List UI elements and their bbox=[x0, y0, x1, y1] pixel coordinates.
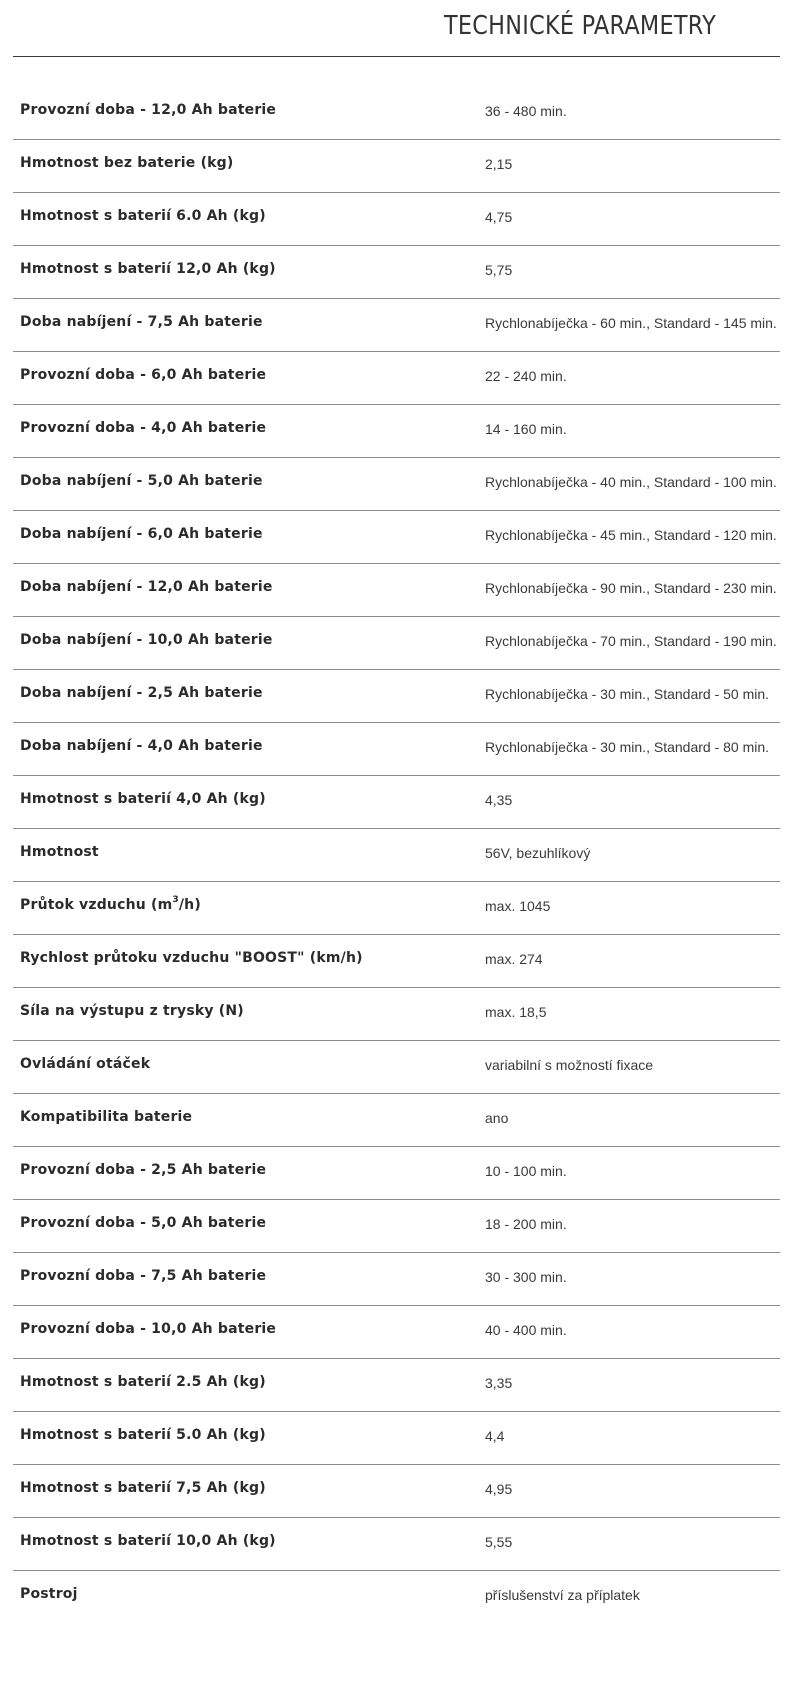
superscript-three: 3 bbox=[172, 895, 179, 906]
table-row bbox=[13, 1200, 780, 1253]
parameter-label: Hmotnost s baterií 5.0 Ah (kg) bbox=[20, 1427, 266, 1443]
table-row bbox=[13, 193, 780, 246]
parameter-label-suffix: /h) bbox=[178, 897, 201, 913]
parameter-value: 40 - 400 min. bbox=[485, 1322, 567, 1338]
parameter-label: Provozní doba - 12,0 Ah baterie bbox=[20, 102, 277, 118]
section-header bbox=[13, 0, 780, 57]
parameter-label: Doba nabíjení - 2,5 Ah baterie bbox=[20, 685, 263, 701]
parameter-value: 5,55 bbox=[485, 1534, 513, 1550]
parameter-value: příslušenství za příplatek bbox=[485, 1587, 640, 1603]
table-row bbox=[13, 829, 780, 882]
parameter-value: 14 - 160 min. bbox=[485, 421, 567, 437]
parameter-label: Ovládání otáček bbox=[20, 1056, 151, 1072]
table-row bbox=[13, 670, 780, 723]
table-row bbox=[13, 935, 780, 988]
parameter-label: Kompatibilita baterie bbox=[20, 1109, 193, 1125]
parameter-label: Hmotnost s baterií 6.0 Ah (kg) bbox=[20, 208, 266, 224]
parameter-label: Provozní doba - 5,0 Ah baterie bbox=[20, 1215, 267, 1231]
parameter-label: Provozní doba - 4,0 Ah baterie bbox=[20, 420, 267, 436]
table-row bbox=[13, 776, 780, 829]
parameter-value: Rychlonabíječka - 30 min., Standard - 80 min. bbox=[485, 739, 770, 755]
parameter-label: Provozní doba - 10,0 Ah baterie bbox=[20, 1321, 277, 1337]
parameter-label: Provozní doba - 2,5 Ah baterie bbox=[20, 1162, 267, 1178]
table-row bbox=[13, 511, 780, 564]
table-row bbox=[13, 1147, 780, 1200]
parameter-value: 4,95 bbox=[485, 1481, 513, 1497]
table-row bbox=[13, 723, 780, 776]
parameter-label: Hmotnost s baterií 2.5 Ah (kg) bbox=[20, 1374, 266, 1390]
table-row bbox=[13, 140, 780, 193]
parameter-label: Hmotnost s baterií 12,0 Ah (kg) bbox=[20, 261, 276, 277]
parameter-label: Rychlost průtoku vzduchu "BOOST" (km/h) bbox=[20, 950, 363, 966]
table-row bbox=[13, 1253, 780, 1306]
parameter-value: 30 - 300 min. bbox=[485, 1269, 567, 1285]
table-row bbox=[13, 1041, 780, 1094]
table-row bbox=[13, 1359, 780, 1412]
parameter-label: Postroj bbox=[20, 1586, 78, 1602]
parameter-value: ano bbox=[485, 1110, 509, 1126]
parameters-table bbox=[13, 87, 780, 1624]
parameter-value: Rychlonabíječka - 70 min., Standard - 190 min. bbox=[485, 633, 777, 649]
parameter-value: max. 274 bbox=[485, 951, 543, 967]
parameter-value: max. 18,5 bbox=[485, 1004, 547, 1020]
parameter-label: Hmotnost bez baterie (kg) bbox=[20, 155, 234, 171]
table-row bbox=[13, 1094, 780, 1147]
parameter-value: max. 1045 bbox=[485, 898, 551, 914]
parameter-label bbox=[20, 897, 201, 913]
parameter-value: Rychlonabíječka - 90 min., Standard - 230 min. bbox=[485, 580, 777, 596]
table-row bbox=[13, 1518, 780, 1571]
table-row bbox=[13, 617, 780, 670]
parameter-value: 10 - 100 min. bbox=[485, 1163, 567, 1179]
parameter-label: Provozní doba - 6,0 Ah baterie bbox=[20, 367, 267, 383]
parameter-value: 56V, bezuhlíkový bbox=[485, 845, 591, 861]
table-row bbox=[13, 882, 780, 935]
table-row bbox=[13, 299, 780, 352]
parameter-label: Hmotnost s baterií 7,5 Ah (kg) bbox=[20, 1480, 266, 1496]
parameter-label: Provozní doba - 7,5 Ah baterie bbox=[20, 1268, 267, 1284]
parameter-label: Doba nabíjení - 10,0 Ah baterie bbox=[20, 632, 273, 648]
table-row bbox=[13, 1571, 780, 1624]
parameter-label-prefix: Průtok vzduchu (m bbox=[20, 897, 173, 913]
table-row bbox=[13, 1412, 780, 1465]
table-row bbox=[13, 246, 780, 299]
parameter-value: 2,15 bbox=[485, 156, 513, 172]
table-row bbox=[13, 1306, 780, 1359]
parameter-value: 3,35 bbox=[485, 1375, 513, 1391]
parameter-value: 36 - 480 min. bbox=[485, 103, 567, 119]
parameter-value: 22 - 240 min. bbox=[485, 368, 567, 384]
parameter-label: Hmotnost bbox=[20, 844, 99, 860]
parameter-value: 18 - 200 min. bbox=[485, 1216, 567, 1232]
parameter-value: 4,75 bbox=[485, 209, 513, 225]
table-row bbox=[13, 1465, 780, 1518]
parameter-value: Rychlonabíječka - 60 min., Standard - 145 min. bbox=[485, 315, 777, 331]
parameter-label: Hmotnost s baterií 10,0 Ah (kg) bbox=[20, 1533, 276, 1549]
section-title: TECHNICKÉ PARAMETRY bbox=[444, 11, 717, 41]
parameter-value: variabilní s možností fixace bbox=[485, 1057, 654, 1073]
parameter-value: 5,75 bbox=[485, 262, 513, 278]
table-row bbox=[13, 564, 780, 617]
parameter-value: 4,4 bbox=[485, 1428, 505, 1444]
parameter-label: Doba nabíjení - 6,0 Ah baterie bbox=[20, 526, 263, 542]
parameter-value: 4,35 bbox=[485, 792, 513, 808]
parameter-label: Síla na výstupu z trysky (N) bbox=[20, 1003, 244, 1019]
table-row bbox=[13, 352, 780, 405]
parameter-label: Doba nabíjení - 7,5 Ah baterie bbox=[20, 314, 263, 330]
parameter-label: Doba nabíjení - 12,0 Ah baterie bbox=[20, 579, 273, 595]
table-row bbox=[13, 458, 780, 511]
parameter-value: Rychlonabíječka - 45 min., Standard - 120 min. bbox=[485, 527, 777, 543]
parameter-label: Hmotnost s baterií 4,0 Ah (kg) bbox=[20, 791, 266, 807]
parameter-value: Rychlonabíječka - 40 min., Standard - 100 min. bbox=[485, 474, 777, 490]
parameter-value: Rychlonabíječka - 30 min., Standard - 50 min. bbox=[485, 686, 770, 702]
table-row bbox=[13, 405, 780, 458]
parameter-label: Doba nabíjení - 5,0 Ah baterie bbox=[20, 473, 263, 489]
table-row bbox=[13, 988, 780, 1041]
parameter-label: Doba nabíjení - 4,0 Ah baterie bbox=[20, 738, 263, 754]
table-row bbox=[13, 87, 780, 140]
